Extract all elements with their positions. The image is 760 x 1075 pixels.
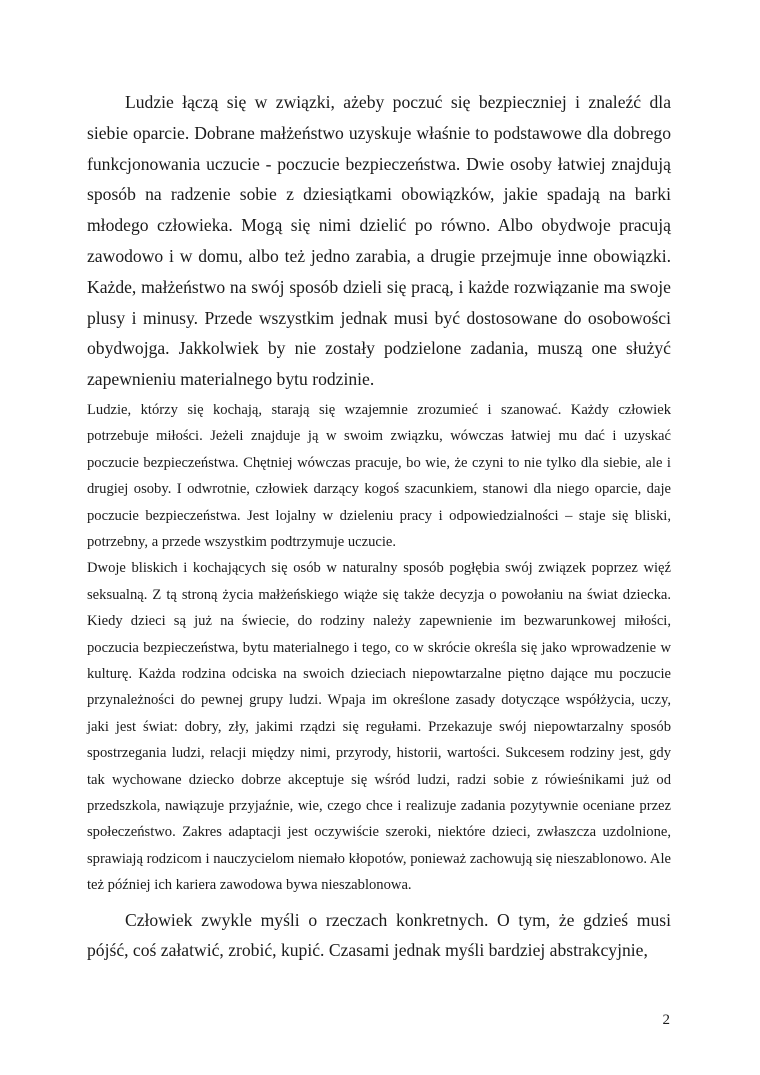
page-body xyxy=(87,87,671,966)
paragraph-relationships: Ludzie łączą się w związki, ażeby poczuć się bezpieczniej i znaleźć dla siebie oparcie. Dobrane małżeństwo uzyskuje właśnie to podstawowe dla dobrego funkcjonowania uczucie - poczucie bezpieczeństwa. Dwie osoby łatwiej znajdują sposób na radzenie sobie z dziesiątkami obowiązków, jakie spadają na barki młodego człowieka. Mogą się nimi dzielić po równo. Albo obydwoje pracują zawodowo i w domu, albo też jedno zarabia, a drugie przejmuje inne obowiązki. Każde, małżeństwo na swój sposób dzieli się pracą, i każde rozwiązanie ma swoje plusy i minusy. Przede wszystkim jednak musi być dostosowane do osobowości obydwojga. Jakkolwiek by nie zostały podzielone zadania, muszą one służyć zapewnieniu materialnego bytu rodzinie. xyxy=(87,92,671,390)
paragraph-children: Dwoje bliskich i kochających się osób w naturalny sposób pogłębia swój związek poprzez więź seksualną. Z tą stroną życia małżeńskiego wiąże się także decyzja o powołaniu na świat dziecka. Kiedy dzieci są już na świecie, do rodziny należy zapewnienie im bezwarunkowej miłości, poczucia bezpieczeństwa, bytu materialnego i tego, co w skrócie określa się jako wprowadzenie w kulturę. Każda rodzina odciska na swoich dzieciach niepowtarzalne piętno dające mu poczucie przynależności do pewnej grupy ludzi. Wpaja im określone zasady dotyczące współżycia, uczy, jaki jest świat: dobry, zły, jakimi rządzi się regułami. Przekazuje swój niepowtarzalny sposób spostrzegania ludzi, relacji między nimi, przyrody, historii, wartości. Sukcesem rodziny jest, gdy tak wychowane dziecko dobrze akceptuje się wśród ludzi, radzi sobie z rówieśnikami już od przedszkola, nawiązuje przyjaźnie, wie, czego chce i realizuje zadania pozytywnie oceniane przez społeczeństwo. Zakres adaptacji jest oczywiście szeroki, niektóre dzieci, zwłaszcza uzdolnione, sprawiają rodzicom i nauczycielom niemało kłopotów, ponieważ zachowują się nieszablonowo. Ale też później ich kariera zawodowa bywa nieszablonowa. xyxy=(87,560,671,894)
page-number: 2 xyxy=(662,1012,670,1028)
paragraph-love: Ludzie, którzy się kochają, starają się wzajemnie zrozumieć i szanować. Każdy człowiek potrzebuje miłości. Jeżeli znajduje ją w swoim związku, wówczas łatwiej mu dać i uzyskać poczucie bezpieczeństwa. Chętniej wówczas pracuje, bo wie, że czyni to nie tylko dla siebie, ale i drugiej osoby. I odwrotnie, człowiek darzący kogoś szacunkiem, stanowi dla niego oparcie, daje poczucie bezpieczeństwa. Jest lojalny w dzieleniu pracy i odpowiedzialności – staje się bliski, potrzebny, a przede wszystkim podtrzymuje uczucie. xyxy=(87,401,671,550)
paragraph-thinking: Człowiek zwykle myśli o rzeczach konkretnych. O tym, że gdzieś musi pójść, coś załatwić, zrobić, kupić. Czasami jednak myśli bardziej abstrakcyjnie, xyxy=(87,909,671,961)
